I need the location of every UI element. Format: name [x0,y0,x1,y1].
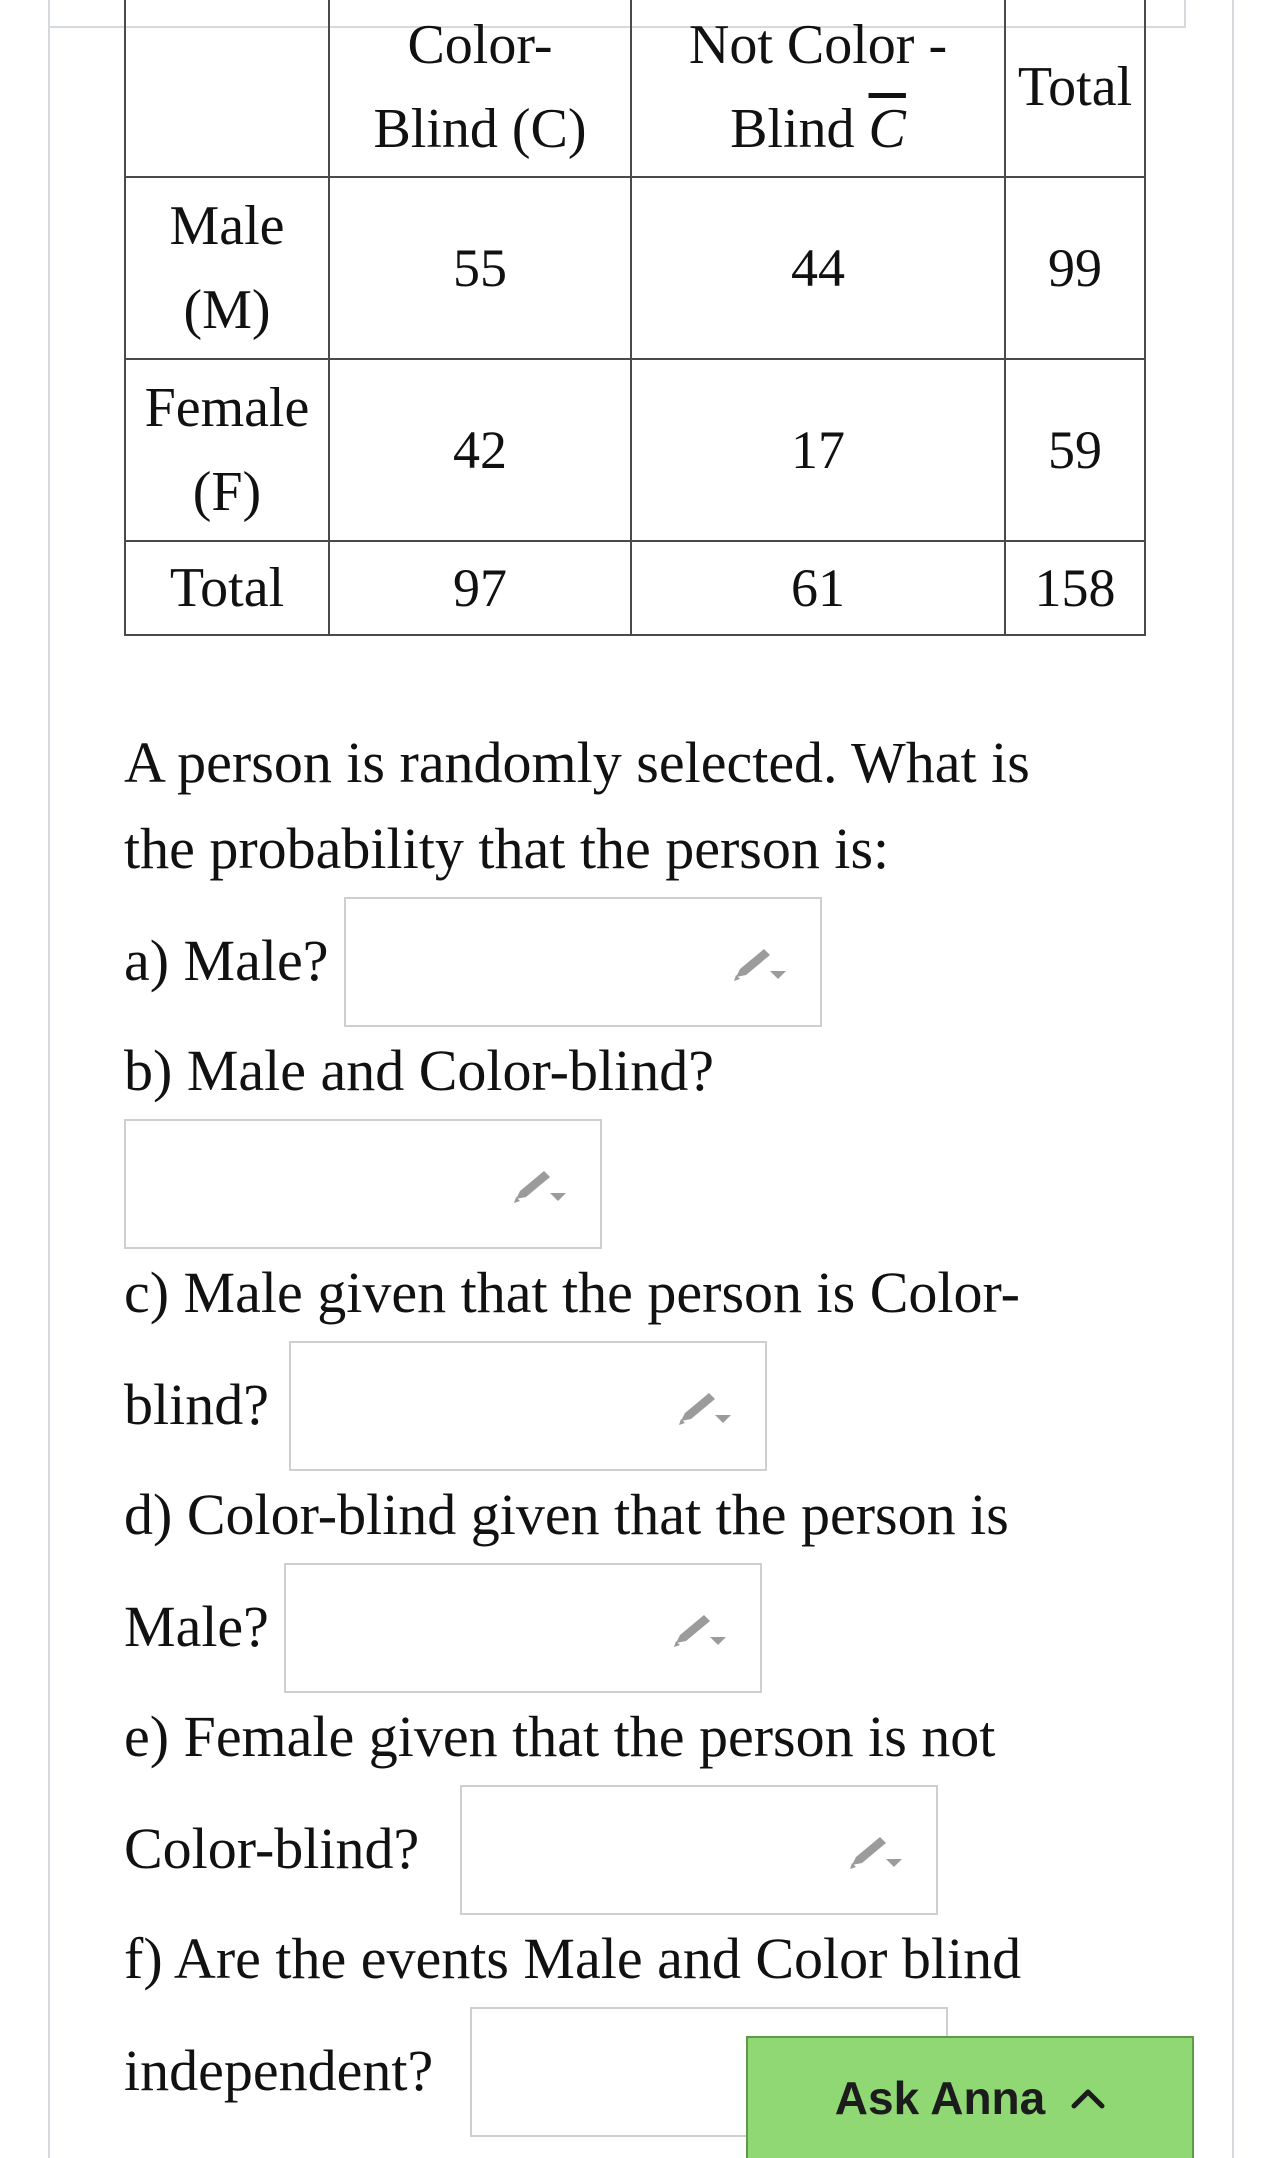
answer-input-e[interactable] [460,1785,938,1915]
header-color-blind-line1: Color- [407,14,553,76]
answer-input-d[interactable] [284,1563,762,1693]
question-b-text: b) Male and Color-blind? [124,1038,714,1103]
header-total [1005,0,1145,177]
header-not-color-blind-line1: Not Color - [688,14,948,76]
question-c-text-line2: blind? [124,1372,269,1437]
question-a-text: a) Male? [124,928,329,993]
chevron-up-icon [1071,2087,1105,2109]
pencil-icon [846,1833,906,1873]
pencil-icon [510,1167,570,1207]
cell-female-not-color-blind [631,359,1005,541]
cell-value: 55 [453,238,507,298]
cell-female-color-blind [329,359,631,541]
cell-male-total [1005,177,1145,359]
header-total-label: Total [1017,56,1133,118]
answer-input-c[interactable] [289,1341,767,1471]
row-label [125,177,329,359]
question-f-text-line1: f) Are the events Male and Color blind [124,1926,1022,1991]
cell-value: 42 [453,420,507,480]
question-f-text-line2: independent? [124,2038,434,2103]
cell-value: 158 [1034,558,1116,618]
table-row [125,359,1145,541]
answer-input-b[interactable] [124,1119,602,1249]
cell-value: 97 [453,558,507,618]
cell-value: 59 [1048,420,1102,480]
table-row [125,541,1145,635]
pencil-icon [675,1389,735,1429]
table-header-row [125,0,1145,177]
contingency-table [124,0,1146,636]
question-e-text-line2: Color-blind? [124,1816,420,1881]
cell-female-total [1005,359,1145,541]
c-bar-symbol: $\overline{C}$ [868,98,906,160]
answer-input-a[interactable] [344,897,822,1027]
header-color-blind-line2: Blind (C) [373,98,587,160]
row-label-line2: (M) [183,279,271,341]
table-corner-cell [125,0,329,177]
question-e-text-line1: e) Female given that the person is not [124,1704,996,1769]
cell-value: 61 [791,558,845,618]
row-label-line1: Male [169,195,285,257]
row-label-line2: (F) [192,461,262,523]
question-d-text-line1: d) Color-blind given that the person is [124,1482,1009,1547]
question-c-text-line1: c) Male given that the person is Color- [124,1260,1020,1325]
row-label-line1: Total [169,557,285,619]
cell-value: 44 [791,238,845,298]
table-row [125,177,1145,359]
cell-total-not-color-blind [631,541,1005,635]
pencil-icon [670,1611,730,1651]
header-color-blind [329,0,631,177]
cell-total-color-blind [329,541,631,635]
row-label [125,541,329,635]
header-not-color-blind [631,0,1005,177]
cell-male-color-blind [329,177,631,359]
intro-line1: A person is randomly selected. What is [124,730,1030,795]
ask-anna-button[interactable] [746,2036,1194,2158]
intro-line2: the probability that the person is: [124,816,890,881]
header-not-color-blind-line2 [632,87,1004,171]
row-label [125,359,329,541]
cell-grand-total [1005,541,1145,635]
question-d-text-line2: Male? [124,1594,269,1659]
cell-male-not-color-blind [631,177,1005,359]
cell-value: 99 [1048,238,1102,298]
cell-value: 17 [791,420,845,480]
row-label-line1: Female [144,377,310,439]
ask-anna-label: Ask Anna [834,2072,1046,2124]
header-not-color-blind-word: Blind [730,98,855,160]
pencil-icon [730,945,790,985]
